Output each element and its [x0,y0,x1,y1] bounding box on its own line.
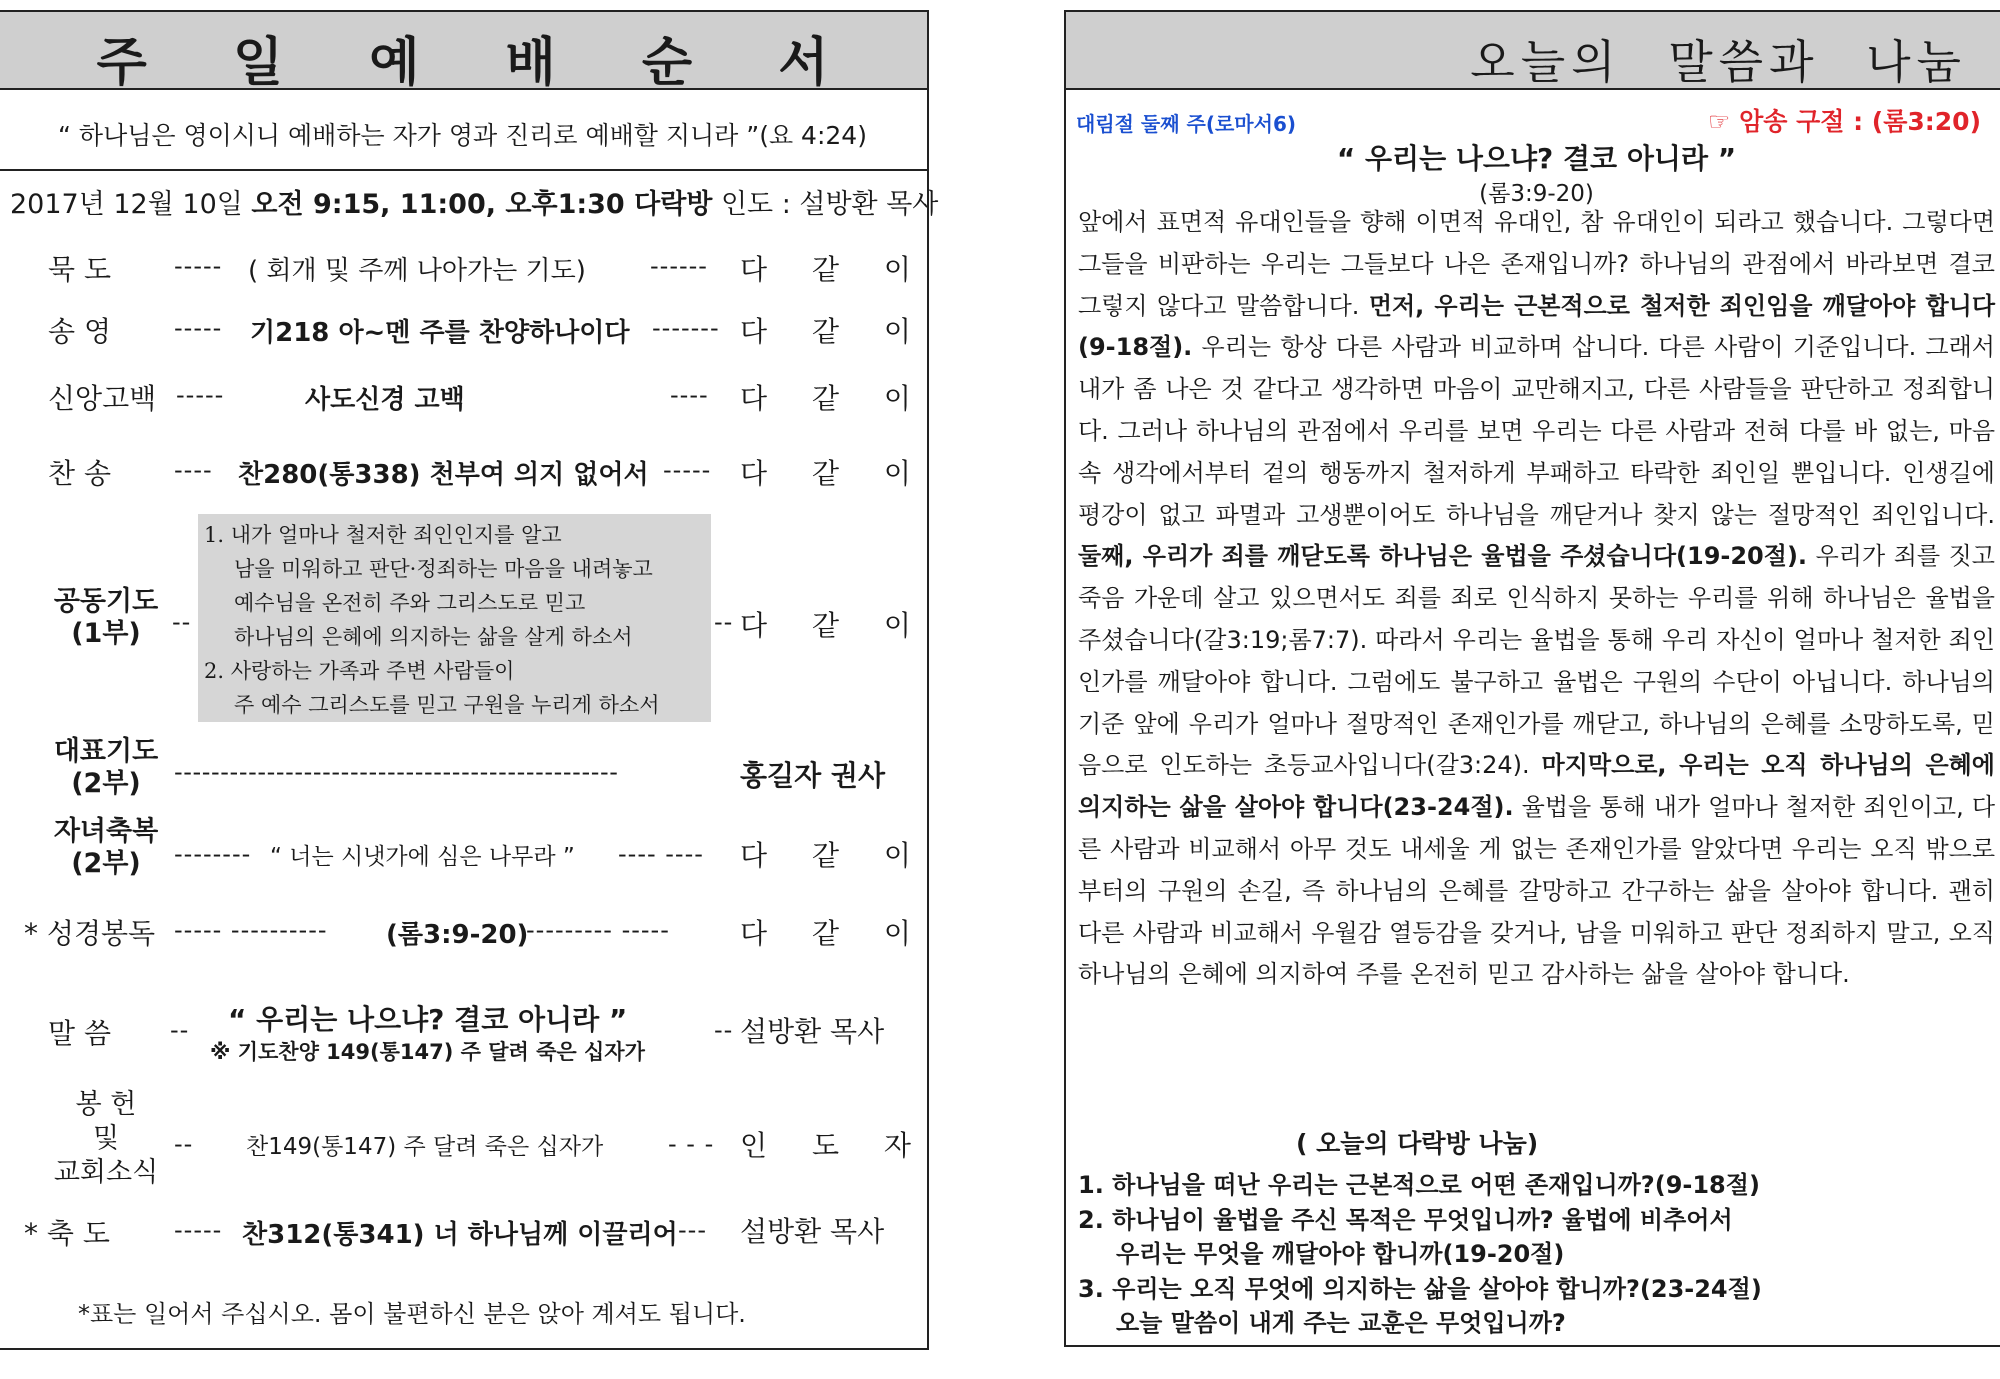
body-text: 우리는 항상 다른 사람과 비교하며 삽니다. 다른 사람이 기준입니다. 그래서 내가 좀 나은 것 같다고 생각하면 마음이 교만해지고, 다른 사람들을 판단하고 정죄합니다. 그러나 하나님의 관점에서 우리를 보면 우리는 다른 사람과 전혀 다를 바 없는, 마음속 생각에서부터 겉의 행동까지 철저하게 부패하고 타락한 죄인일 뿐입니다. 인생길에 평강이 없고 파멸과 고생뿐이어도 하나님을 깨닫거나 찾지 않는 절망적인 죄인입니다. [1078,333,1995,529]
row-label-line: (2부) [71,768,141,799]
todays-word-panel [1064,10,2000,1347]
row-label-line: 봉 헌 [75,1089,137,1120]
row-dashes: ---- [174,456,213,484]
discussion-section-title: ( 오늘의 다락방 나눔) [1296,1129,1539,1158]
row-content: ( 회개 및 주께 나아가는 기도) [248,256,586,286]
row-label [46,736,166,800]
prayer-line: 1. 내가 얼마나 철저한 죄인인지를 알고 [204,523,562,547]
row-label: 송 영 [48,315,111,348]
worship-order-title: 주 일 예 배 순 서 [96,33,863,93]
row-dashes: --------- ----- [526,916,670,944]
discussion-questions [1078,1168,1762,1341]
row-label-line: 대표기도 [53,736,159,767]
row-label [46,816,166,880]
row-content: 찬280(통338) 천부여 의지 없어서 [238,460,649,490]
row-dashes: -- [174,1130,194,1158]
row-dashes: ----- ---------- [174,916,328,944]
advent-week-label: 대림절 둘째 주(로마서6) [1076,112,1297,136]
todays-word-title: 오늘의 말씀과 나눔 [1470,35,1967,89]
row-who: 다 같 이 [740,839,929,872]
row-label-line: 교회소식 [53,1157,159,1188]
service-date: 2017년 12월 10일 [10,189,252,220]
row-who: 다 같 이 [740,457,929,490]
todays-word-header [1066,12,2000,90]
row-content: 기218 아~멘 주를 찬양하나이다 [250,318,630,348]
prayer-line: 남을 미워하고 판단·정죄하는 마음을 내려놓고 [234,557,653,581]
row-dashes: -- [714,1016,734,1044]
row-dashes: ------- [652,314,720,342]
standing-footnote: *표는 일어서 주십시오. 몸이 불편하신 분은 앉아 계셔도 됩니다. [78,1300,746,1328]
row-dashes: ---- ---- [618,840,704,868]
common-prayer-box [198,514,711,722]
question-line: 1. 하나님을 떠난 우리는 근본적으로 어떤 존재입니까?(9-18절) [1078,1171,1760,1199]
sermon-reference: (롬3:9-20) [1479,181,1594,207]
row-dashes: -- [172,608,192,636]
row-dashes: ----- [174,314,223,342]
row-label: 찬 송 [48,457,111,490]
service-times: 오전 9:15, 11:00, 오후1:30 다락방 [251,189,713,220]
row-label: 말 씀 [48,1017,111,1050]
worship-order-panel [0,10,939,1350]
question-line: 우리는 무엇을 깨달아야 합니까(19-20절) [1116,1240,1565,1268]
row-dashes: ---- [670,381,709,409]
row-who: 설방환 목사 [740,1215,885,1248]
row-label: * 성경봉독 [24,917,156,950]
row-dashes: - - - [668,1130,715,1158]
question-line: 오늘 말씀이 내게 주는 교훈은 무엇입니까? [1116,1309,1566,1337]
body-text: 앞에서 표면적 유대인들을 향해 이면적 유대인, 참 유대인이 되라고 했습니다. 그렇다면 그들을 비판하는 우리는 그들보다 나은 존재입니까? 하나님의 관점에서 바라보면 결코 그렇지 않다고 말씀합니다. [1078,208,1995,320]
service-leader: 인도 : 설방환 목사 [712,189,939,220]
memory-verse-label: ☞ 암송 구절 : (롬3:20) [1707,107,1981,136]
worship-order-header [0,12,927,93]
sermon-summary [1078,202,1995,996]
row-who: 설방환 목사 [740,1015,885,1048]
sermon-title: “ 우리는 나으냐? 결코 아니라 ” [1336,142,1737,175]
body-text: 우리가 죄를 짓고 죽음 가운데 살고 있으면서도 죄를 죄로 인식하지 못하는 우리를 위해 하나님은 율법을 주셨습니다(갈3:19;롬7:7). 따라서 우리는 율법을 통해 우리 자신이 얼마나 철저한 죄인인가를 깨달아야 합니다. 그럼에도 불구하고 율법은 구원의 수단이 아닙니다. 하나님의 기준 앞에 우리가 얼마나 절망적인 존재인가를 깨닫고, 하나님의 은혜를 소망하도록, 믿음으로 인도하는 초등교사입니다(갈3:24). [1078,542,1995,780]
row-who: 다 같 이 [740,382,929,415]
row-content: “ 우리는 나으냐? 결코 아니라 ” [228,1003,628,1036]
row-dashes: ----- [174,252,223,280]
row-label: 묵 도 [48,253,111,286]
row-dashes: ------------------------------------------------ [174,758,619,786]
row-content: 찬312(통341) 너 하나님께 이끌리어 [242,1220,678,1250]
row-label-line: 및 [92,1123,120,1154]
row-dashes: -- [170,1016,190,1044]
question-line: 2. 하나님이 율법을 주신 목적은 무엇입니까? 율법에 비추어서 [1078,1205,1733,1234]
body-point: 둘째, 우리가 죄를 깨닫도록 하나님은 율법을 주셨습니다(19-20절). [1078,542,1808,571]
body-point: 마지막으로, 우리는 오직 하나님의 은혜에 의지하는 삶을 살아야 합니다(23-24절). [1078,751,1995,822]
row-label [46,586,166,650]
row-label-line: (2부) [71,848,141,879]
prayer-line: 하나님의 은혜에 의지하는 삶을 살게 하소서 [234,625,633,649]
row-dashes: ----- [174,1216,223,1244]
row-label-line: (1부) [71,618,141,649]
row-who: 다 같 이 [740,609,929,642]
body-text: 율법을 통해 내가 얼마나 철저한 죄인이고, 다른 사람과 비교해서 아무 것도 내세울 게 없는 존재인가를 알았다면 우리는 오직 밖으로부터의 구원의 손길, 즉 하나님의 은혜를 갈망하고 간구하는 삶을 살아야 합니다. 괜히 다른 사람과 비교해서 우월감 열등감을 갖거나, 남을 미워하고 판단 정죄하지 말고, 오직 하나님의 은혜에 의지하여 주를 온전히 믿고 감사하는 삶을 살아야 합니다. [1078,793,1995,989]
row-who: 홍길자 권사 [740,759,885,792]
row-dashes: ----- [176,381,225,409]
row-who: 다 같 이 [740,917,929,950]
row-label-line: 자녀축복 [53,816,159,847]
row-label [46,1088,166,1190]
theme-verse: “ 하나님은 영이시니 예배하는 자가 영과 진리로 예배할 지니라 ”(요 4:24) [0,103,927,171]
row-dashes: ------ [650,252,708,280]
row-content: “ 너는 시냇가에 심은 나무라 ” [270,844,575,870]
row-sub: ※ 기도찬양 149(통147) 주 달려 죽은 십자가 [210,1040,645,1064]
row-who: 다 같 이 [740,315,929,348]
row-dashes: -- [714,608,734,636]
prayer-line: 주 예수 그리스도를 믿고 구원을 누리게 하소서 [234,693,660,717]
prayer-line: 예수님을 온전히 주와 그리스도로 믿고 [234,591,586,615]
row-dashes: ----- [663,456,712,484]
row-who: 인 도 자 [740,1129,929,1162]
row-content: 사도신경 고백 [305,385,465,415]
row-content: (롬3:9-20) [386,920,529,950]
row-who: 다 같 이 [740,253,929,286]
body-point: 먼저, 우리는 근본적으로 철저한 죄인임을 깨달아야 합니다(9-18절). [1078,291,1995,362]
row-dashes: --- [678,1216,707,1244]
row-dashes: -------- [174,840,252,868]
question-line: 3. 우리는 오직 무엇에 의지하는 삶을 살아야 합니까?(23-24절) [1078,1274,1762,1303]
prayer-line: 2. 사랑하는 가족과 주변 사람들이 [204,659,515,683]
row-label-line: 공동기도 [53,586,159,617]
row-label: 신앙고백 [48,382,157,415]
service-date-line [10,182,938,221]
row-label: * 축 도 [24,1217,110,1250]
row-content: 찬149(통147) 주 달려 죽은 십자가 [246,1134,604,1160]
